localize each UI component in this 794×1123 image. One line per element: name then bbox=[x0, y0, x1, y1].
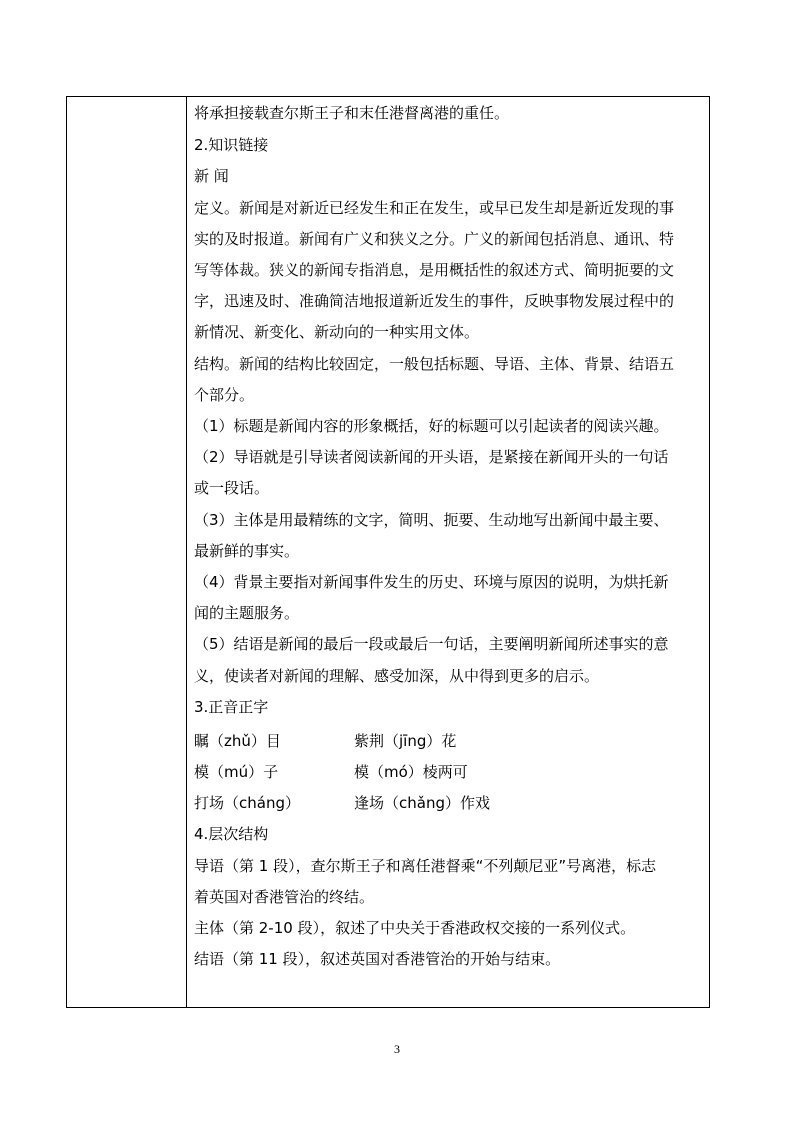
definition-line: 实的及时报道。新闻有广义和狭义之分。广义的新闻包括消息、通讯、特 bbox=[194, 230, 675, 248]
item-2-line: 或一段话。 bbox=[194, 479, 270, 497]
section4-heading: 4.层次结构 bbox=[194, 825, 269, 843]
item-1: （1）标题是新闻内容的形象概括，好的标题可以引起读者的阅读兴趣。 bbox=[194, 417, 669, 435]
item-5-line: （5）结语是新闻的最后一段或最后一句话，主要阐明新闻所述事实的意 bbox=[194, 635, 669, 653]
item-3-line: 最新鲜的事实。 bbox=[194, 542, 300, 560]
section4-line: 主体（第 2-10 段），叙述了中央关于香港政权交接的一系列仪式。 bbox=[194, 919, 636, 937]
section2-heading: 2.知识链接 bbox=[194, 136, 269, 154]
pronunciation-term: 模（mó）棱两可 bbox=[354, 763, 468, 781]
item-5-line: 义，使读者对新闻的理解、感受加深，从中得到更多的启示。 bbox=[194, 667, 600, 685]
section3-heading: 3.正音正字 bbox=[194, 698, 269, 716]
pronunciation-row bbox=[194, 731, 457, 751]
pronunciation-term: 瞩（zhǔ）目 bbox=[194, 732, 281, 750]
item-4-line: 闻的主题服务。 bbox=[194, 604, 300, 622]
structure-line: 结构。新闻的结构比较固定，一般包括标题、导语、主体、背景、结语五 bbox=[194, 355, 675, 373]
pronunciation-term: 紫荆（jīng）花 bbox=[354, 732, 457, 750]
item-2-line: （2）导语就是引导读者阅读新闻的开头语，是紧接在新闻开头的一句话 bbox=[194, 448, 669, 466]
pronunciation-row bbox=[194, 793, 490, 813]
section4-line: 着英国对香港管治的终结。 bbox=[194, 888, 375, 906]
section2-subheading: 新 闻 bbox=[194, 167, 229, 185]
right-column-cell bbox=[187, 97, 709, 1007]
content-table bbox=[66, 96, 710, 1008]
pronunciation-row bbox=[194, 762, 468, 782]
pronunciation-term: 打场（cháng） bbox=[194, 794, 300, 812]
section4-line: 结语（第 11 段），叙述英国对香港管治的开始与结束。 bbox=[194, 950, 561, 968]
page-number: 3 bbox=[394, 1042, 400, 1056]
pronunciation-term: 逢场（chǎng）作戏 bbox=[354, 794, 490, 812]
definition-line: 新情况、新变化、新动向的一种实用文体。 bbox=[194, 323, 480, 341]
item-3-line: （3）主体是用最精练的文字，简明、扼要、生动地写出新闻中最主要、 bbox=[194, 511, 669, 529]
section4-line: 导语（第 1 段），查尔斯王子和离任港督乘“不列颠尼亚”号离港，标志 bbox=[194, 857, 657, 875]
left-column-cell bbox=[67, 97, 187, 1007]
structure-line: 个部分。 bbox=[194, 386, 255, 404]
definition-line: 定义。新闻是对新近已经发生和正在发生，或早已发生却是新近发现的事 bbox=[194, 199, 675, 217]
item-4-line: （4）背景主要指对新闻事件发生的历史、环境与原因的说明，为烘托新 bbox=[194, 573, 669, 591]
definition-line: 字，迅速及时、准确简洁地报道新近发生的事件，反映事物发展过程中的 bbox=[194, 292, 675, 310]
intro-line: 将承担接载查尔斯王子和末任港督离港的重任。 bbox=[194, 104, 510, 122]
definition-line: 写等体裁。狭义的新闻专指消息，是用概括性的叙述方式、简明扼要的文 bbox=[194, 261, 675, 279]
pronunciation-term: 模（mú）子 bbox=[194, 763, 279, 781]
